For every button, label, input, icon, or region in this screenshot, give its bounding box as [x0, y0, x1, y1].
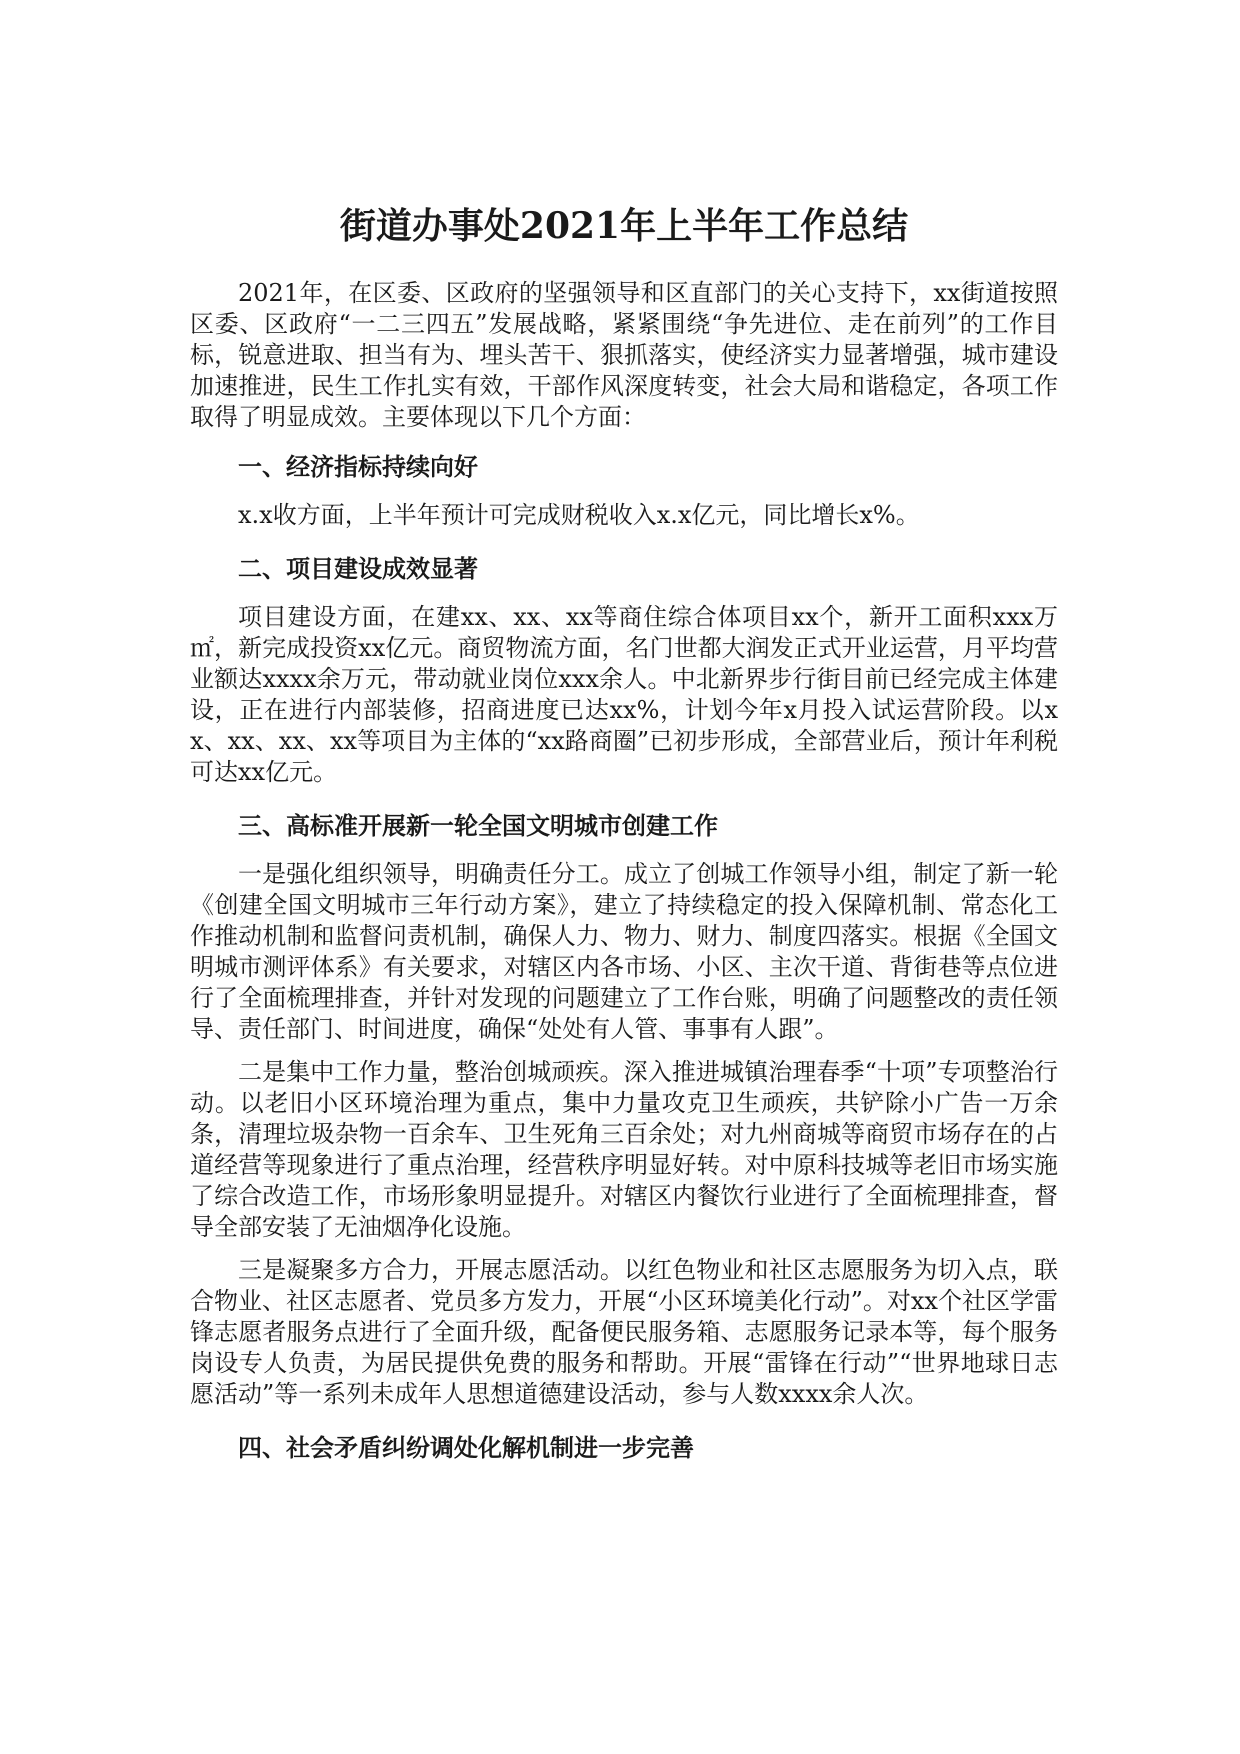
intro-paragraph: 2021年，在区委、区政府的坚强领导和区直部门的关心支持下，xx街道按照区委、区政府“一二三四五”发展战略，紧紧围绕“争先进位、走在前列”的工作目标，锐意进取、担当有为、埋头苦干、狠抓落实，使经济实力显著增强，城市建设加速推进，民生工作扎实有效，干部作风深度转变，社会大局和谐稳定，各项工作取得了明显成效。主要体现以下几个方面： [190, 279, 1058, 431]
civilized-city-paragraph-2: 二是集中工作力量，整治创城顽疾。深入推进城镇治理春季“十项”专项整治行动。以老旧小区环境治理为重点，集中力量攻克卫生顽疾，共铲除小广告一万余条，清理垃圾杂物一百余车、卫生死角三百余处；对九州商城等商贸市场存在的占道经营等现象进行了重点治理，经营秩序明显好转。对中原科技城等老旧市场实施了综合改造工作，市场形象明显提升。对辖区内餐饮行业进行了全面梳理排查，督导全部安装了无油烟净化设施。 [190, 1058, 1058, 1241]
document-page [190, 200, 1058, 1481]
section-heading-civilized-city: 三、高标准开展新一轮全国文明城市创建工作 [238, 811, 718, 840]
document-title: 街道办事处2021年上半年工作总结 [339, 205, 909, 247]
section-heading-projects: 二、项目建设成效显著 [238, 554, 478, 583]
economy-paragraph: x.x收方面，上半年预计可完成财税收入x.x亿元，同比增长x%。 [238, 501, 920, 529]
projects-paragraph: 项目建设方面，在建xx、xx、xx等商住综合体项目xx个，新开工面积xxx万㎡，新完成投资xx亿元。商贸物流方面，名门世都大润发正式开业运营，月平均营业额达xxxx余万元，带动就业岗位xxx余人。中北新界步行街目前已经完成主体建设，正在进行内部装修，招商进度已达xx%，计划今年x月投入试运营阶段。以xx、xx、xx、xx等项目为主体的“xx路商圈”已初步形成，全部营业后，预计年利税可达xx亿元。 [190, 603, 1058, 786]
section-heading-economy: 一、经济指标持续向好 [238, 452, 478, 481]
section-heading-dispute-resolution: 四、社会矛盾纠纷调处化解机制进一步完善 [238, 1433, 694, 1462]
civilized-city-paragraph-3: 三是凝聚多方合力，开展志愿活动。以红色物业和社区志愿服务为切入点，联合物业、社区志愿者、党员多方发力，开展“小区环境美化行动”。对xx个社区学雷锋志愿者服务点进行了全面升级，配备便民服务箱、志愿服务记录本等，每个服务岗设专人负责，为居民提供免费的服务和帮助。开展“雷锋在行动”“世界地球日志愿活动”等一系列未成年人思想道德建设活动，参与人数xxxx余人次。 [190, 1256, 1058, 1408]
civilized-city-paragraph-1: 一是强化组织领导，明确责任分工。成立了创城工作领导小组，制定了新一轮《创建全国文明城市三年行动方案》，建立了持续稳定的投入保障机制、常态化工作推动机制和监督问责机制，确保人力、物力、财力、制度四落实。根据《全国文明城市测评体系》有关要求，对辖区内各市场、小区、主次干道、背街巷等点位进行了全面梳理排查，并针对发现的问题建立了工作台账，明确了问题整改的责任领导、责任部门、时间进度，确保“处处有人管、事事有人跟”。 [190, 860, 1058, 1043]
